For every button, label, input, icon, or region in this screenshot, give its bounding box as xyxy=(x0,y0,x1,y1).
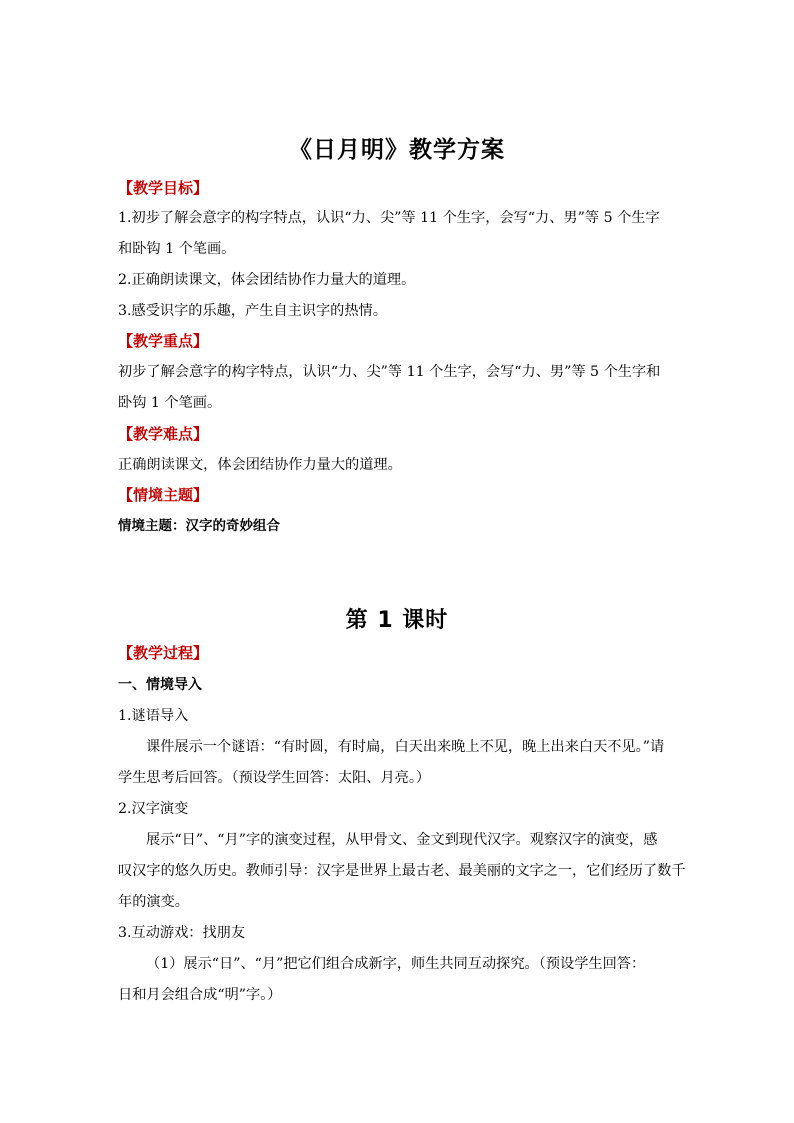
step3-line2: 日和月会组合成“明”字。） xyxy=(118,987,282,1003)
goals-item3: 3.感受识字的乐趣，产生自主识字的热情。 xyxy=(118,303,387,319)
step2-line1: 展示“日”、“月”字的演变过程，从甲骨文、金文到现代汉字。观察汉字的演变，感 xyxy=(146,832,658,848)
goals-heading: 【教学目标】 xyxy=(118,179,209,197)
step3-line1: （1）展示“日”、“月”把它们组合成新字，师生共同互动探究。（预设学生回答： xyxy=(146,956,646,972)
step2-line3: 年的演变。 xyxy=(118,894,189,910)
document-title: 《日月明》教学方案 xyxy=(289,137,505,163)
difficulty-line1: 正确朗读课文，体会团结协作力量大的道理。 xyxy=(118,457,402,473)
goals-item1-line2: 和卧钩 1 个笔画。 xyxy=(118,241,236,257)
step1-line2: 学生思考后回答。（预设学生回答：太阳、月亮。） xyxy=(118,770,431,786)
step2-title: 2.汉字演变 xyxy=(118,801,189,817)
step1-line1: 课件展示一个谜语：“有时圆，有时扁，白天出来晚上不见，晚上出来白天不见。”请 xyxy=(146,739,665,755)
key-line1: 初步了解会意字的构字特点，认识“力、尖”等 11 个生字，会写“力、男”等 5 个生字和 xyxy=(118,364,661,380)
difficulty-heading: 【教学难点】 xyxy=(118,425,209,443)
key-line2: 卧钩 1 个笔画。 xyxy=(118,395,222,411)
key-heading: 【教学重点】 xyxy=(118,332,209,350)
process-heading: 【教学过程】 xyxy=(118,644,209,662)
step2-line2: 叹汉字的悠久历史。教师引导：汉字是世界上最古老、最美丽的文字之一，它们经历了数千 xyxy=(118,863,686,879)
goals-item1-line1: 1.初步了解会意字的构字特点，认识“力、尖”等 11 个生字，会写“力、男”等 5 个生字 xyxy=(118,210,660,226)
process-part1: 一、情境导入 xyxy=(118,677,202,693)
goals-item2: 2.正确朗读课文，体会团结协作力量大的道理。 xyxy=(118,272,416,288)
theme-line1: 情境主题：汉字的奇妙组合 xyxy=(118,518,280,534)
step1-title: 1.谜语导入 xyxy=(118,708,189,724)
lesson-title: 第 1 课时 xyxy=(345,608,449,633)
step3-title: 3.互动游戏：找朋友 xyxy=(118,925,246,941)
theme-heading: 【情境主题】 xyxy=(118,486,209,504)
